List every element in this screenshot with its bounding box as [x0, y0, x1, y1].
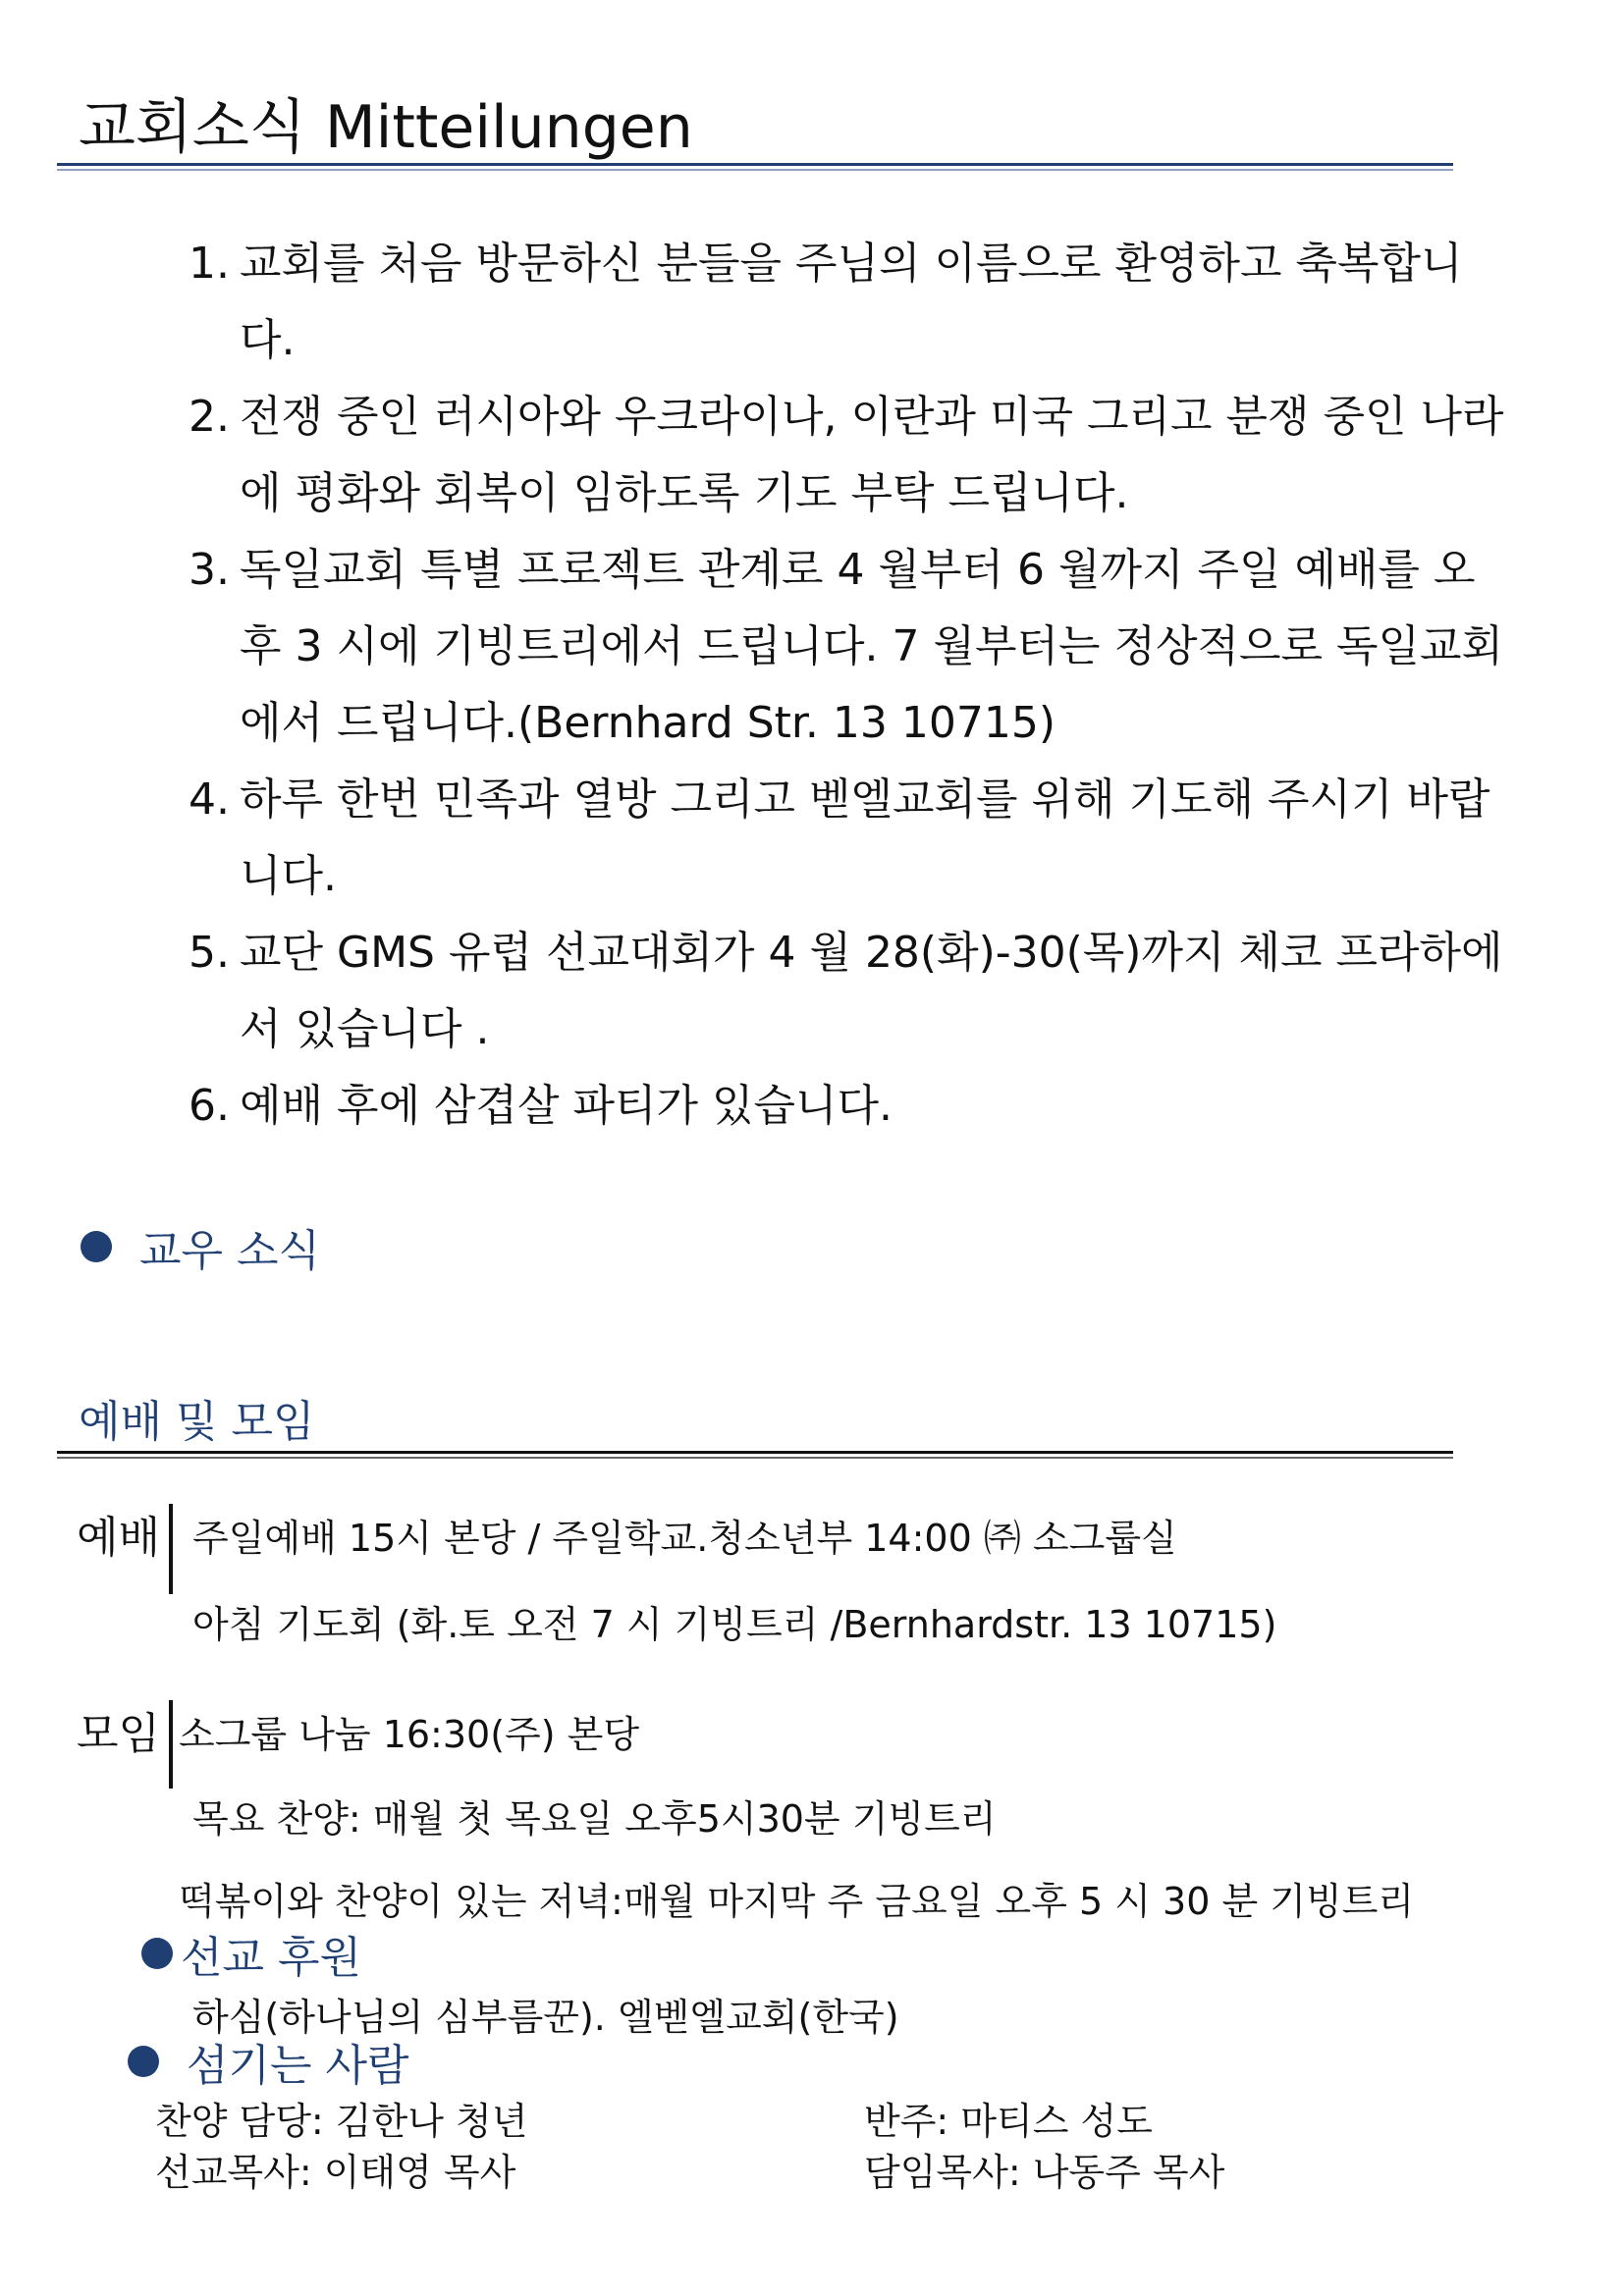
notice-number: 2. — [189, 392, 230, 442]
notice-number: 1. — [189, 239, 230, 289]
notice-text: 독일교회 특별 프로젝트 관계로 4 월부터 6 월까지 주일 예배를 오후 3 시에 기빙트리에서 드립니다. 7 월부터는 정상적으로 독일교회에서 드립니다.(Bernhard Str. 13 10715) — [240, 545, 1503, 748]
title-divider — [57, 163, 1453, 172]
notice-text: 예배 후에 삼겹살 파티가 있습니다. — [240, 1081, 893, 1131]
bullet-dot-icon — [81, 1231, 112, 1262]
notice-item — [189, 379, 1504, 532]
worship-divider — [57, 1451, 1453, 1460]
member-news-label: 교우 소식 — [139, 1226, 321, 1276]
notice-text: 교단 GMS 유럽 선교대회가 4 월 28(화)-30(목)까지 체코 프라하에서 있습니다 . — [240, 928, 1503, 1054]
mission-heading — [141, 1922, 361, 1985]
meeting-line-2: 목요 찬양: 매월 첫 목요일 오후5시30분 기빙트리 — [192, 1797, 997, 1841]
notice-item — [189, 762, 1504, 915]
notice-number: 4. — [189, 774, 230, 825]
worship-line-2: 아침 기도회 (화.토 오전 7 시 기빙트리 /Bernhardstr. 13 10715) — [192, 1603, 1277, 1646]
accompanist: 반주: 마티스 성도 — [864, 2100, 1153, 2143]
praise-leader: 찬양 담당: 김한나 청년 — [155, 2100, 528, 2143]
notice-number: 5. — [189, 928, 230, 978]
notice-text: 교회를 처음 방문하신 분들을 주님의 이름으로 환영하고 축복합니다. — [240, 239, 1463, 365]
meeting-line-3: 떡볶이와 찬양이 있는 저녁:매월 마지막 주 금요일 오후 5 시 30 분 기빙트리 — [179, 1880, 1415, 1923]
meeting-line-1: 소그룹 나눔 16:30(주) 본당 — [179, 1713, 640, 1756]
notice-number: 3. — [189, 545, 230, 595]
servants-heading-label: 섬기는 사람 — [187, 2041, 409, 2091]
worship-heading-label: 예배 및 모임 — [79, 1397, 315, 1447]
meeting-divider-bar — [169, 1700, 173, 1789]
notice-item — [189, 915, 1504, 1068]
bullet-dot-icon — [141, 1938, 173, 1969]
notice-item — [189, 1068, 1504, 1145]
member-news-heading — [81, 1215, 320, 1278]
page-title: 교회소식 Mitteilungen — [79, 93, 693, 162]
mission-heading-label: 선교 후원 — [181, 1933, 362, 1983]
notice-number: 6. — [189, 1081, 230, 1131]
notice-list — [189, 226, 1504, 1145]
notice-item — [189, 532, 1504, 762]
meeting-label: 모임 — [77, 1709, 161, 1759]
worship-divider-bar — [169, 1504, 173, 1594]
bullet-dot-icon — [128, 2046, 159, 2077]
missionary-pastor: 선교목사: 이태영 목사 — [155, 2151, 516, 2194]
notice-text: 전쟁 중인 러시아와 우크라이나, 이란과 미국 그리고 분쟁 중인 나라에 평화와 회복이 임하도록 기도 부탁 드립니다. — [240, 392, 1504, 518]
worship-line-1: 주일예배 15시 본당 / 주일학교.청소년부 14:00 ㈜ 소그룹실 — [192, 1517, 1177, 1560]
servants-heading — [128, 2030, 409, 2093]
notice-text: 하루 한번 민족과 열방 그리고 벧엘교회를 위해 기도해 주시기 바랍니다. — [240, 774, 1490, 901]
mission-text: 하심(하나님의 심부름꾼). 엘벧엘교회(한국) — [192, 1996, 899, 2039]
senior-pastor: 담임목사: 나동주 목사 — [864, 2151, 1225, 2194]
worship-heading — [79, 1386, 315, 1449]
notice-item — [189, 226, 1504, 379]
worship-label: 예배 — [77, 1513, 161, 1563]
